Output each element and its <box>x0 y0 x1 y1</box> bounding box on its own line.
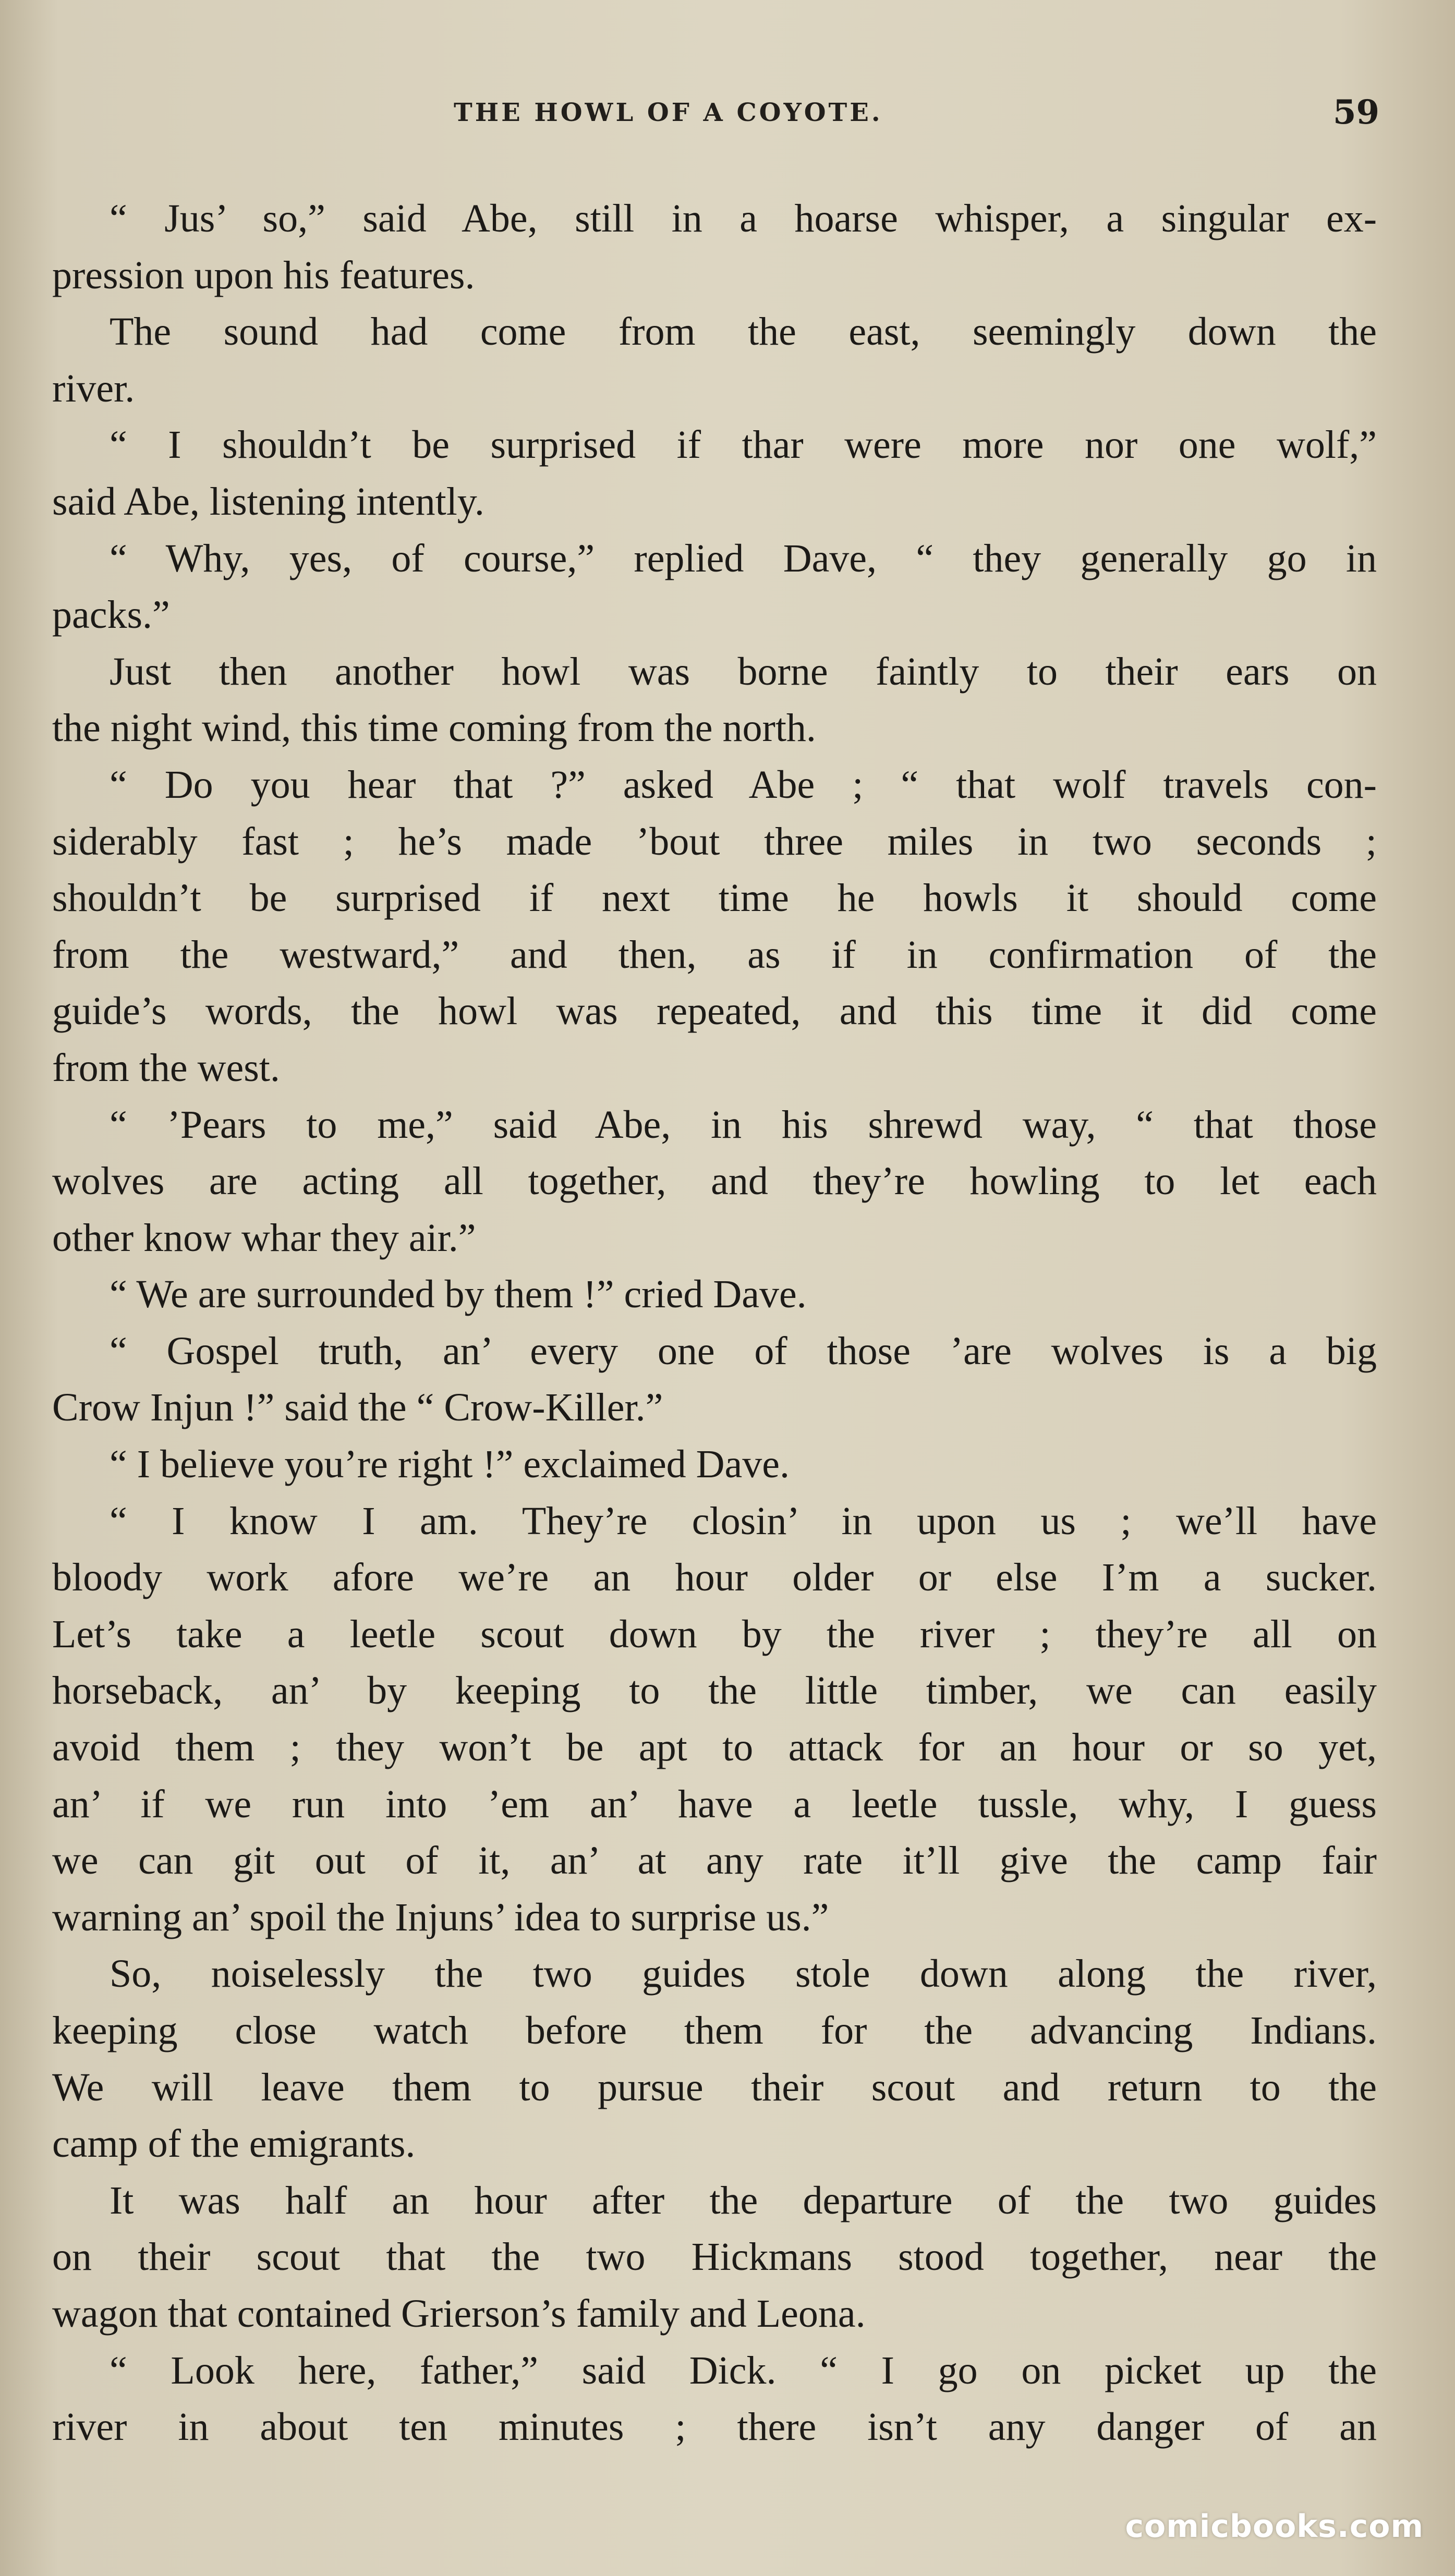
text-line: “ Why, yes, of course,” replied Dave, “ they generally go in <box>110 536 1377 580</box>
text-line: “ I believe you’re right !” exclaimed Dave. <box>110 1442 790 1487</box>
text-line: the night wind, this time coming from the north. <box>52 706 816 750</box>
text-line: Let’s take a leetle scout down by the river ; they’re all on <box>52 1612 1377 1656</box>
text-line: Just then another howl was borne faintly to their ears on <box>110 649 1377 694</box>
text-line: pression upon his features. <box>52 253 475 297</box>
text-line: “ I know I am. They’re closin’ in upon us ; we’ll have <box>110 1499 1377 1543</box>
text-line: from the west. <box>52 1046 280 1090</box>
text-line: “ I shouldn’t be surprised if thar were more nor one wolf,” <box>110 423 1377 467</box>
text-line: river in about ten minutes ; there isn’t any danger of an <box>52 2405 1377 2449</box>
text-line: an’ if we run into ’em an’ have a leetle tussle, why, I guess <box>52 1782 1377 1826</box>
text-line: shouldn’t be surprised if next time he howls it should come <box>52 876 1377 920</box>
text-line: “ ’Pears to me,” said Abe, in his shrewd way, “ that those <box>110 1102 1377 1147</box>
body-text <box>52 190 1377 2456</box>
text-line: river. <box>52 366 135 410</box>
watermark-logo: comicbooks.com <box>1125 2508 1424 2545</box>
text-line: wagon that contained Grierson’s family and Leona. <box>52 2291 866 2336</box>
text-line: avoid them ; they won’t be apt to attack for an hour or so yet, <box>52 1726 1377 1770</box>
text-line: siderably fast ; he’s made ’bout three miles in two seconds ; <box>52 819 1377 864</box>
text-line: “ Jus’ so,” said Abe, still in a hoarse whisper, a singular ex- <box>110 197 1377 240</box>
text-line: said Abe, listening intently. <box>52 479 484 524</box>
text-line: “ Look here, father,” said Dick. “ I go on picket up the <box>110 2348 1377 2392</box>
text-line: “ Gospel truth, an’ every one of those ’are wolves is a big <box>110 1329 1377 1373</box>
page-number: 59 <box>1333 93 1380 132</box>
text-line: other know whar they air.” <box>52 1216 476 1260</box>
text-line: “ Do you hear that ?” asked Abe ; “ that wolf travels con- <box>110 762 1377 807</box>
text-line: packs.” <box>52 593 170 637</box>
text-line: The sound had come from the east, seemingly down the <box>110 310 1377 354</box>
text-line: warning an’ spoil the Injuns’ idea to surprise us.” <box>52 1895 829 1939</box>
text-line: So, noiselessly the two guides stole down along the river, <box>110 1952 1377 1996</box>
text-line: camp of the emigrants. <box>52 2122 416 2166</box>
text-line: wolves are acting all together, and they’re howling to let each <box>52 1159 1377 1204</box>
text-line: keeping close watch before them for the advancing Indians. <box>52 2009 1377 2052</box>
running-head <box>0 93 1455 140</box>
text-line: guide’s words, the howl was repeated, and this time it did come <box>52 989 1377 1034</box>
text-line: “ We are surrounded by them !” cried Dave. <box>110 1272 807 1317</box>
text-line: We will leave them to pursue their scout and return to the <box>52 2065 1377 2109</box>
text-line: Crow Injun !” said the “ Crow-Killer.” <box>52 1386 663 1430</box>
text-line: bloody work afore we’re an hour older or else I’m a sucker. <box>52 1556 1377 1600</box>
text-line: we can git out of it, an’ at any rate it’ll give the camp fair <box>52 1839 1377 1883</box>
running-title: THE HOWL OF A COYOTE. <box>454 98 883 127</box>
text-line: on their scout that the two Hickmans stood together, near the <box>52 2235 1377 2279</box>
text-line: from the westward,” and then, as if in confirmation of the <box>52 932 1377 977</box>
text-line: horseback, an’ by keeping to the little timber, we can easily <box>52 1669 1377 1713</box>
text-line: It was half an hour after the departure of the two guides <box>110 2178 1377 2222</box>
